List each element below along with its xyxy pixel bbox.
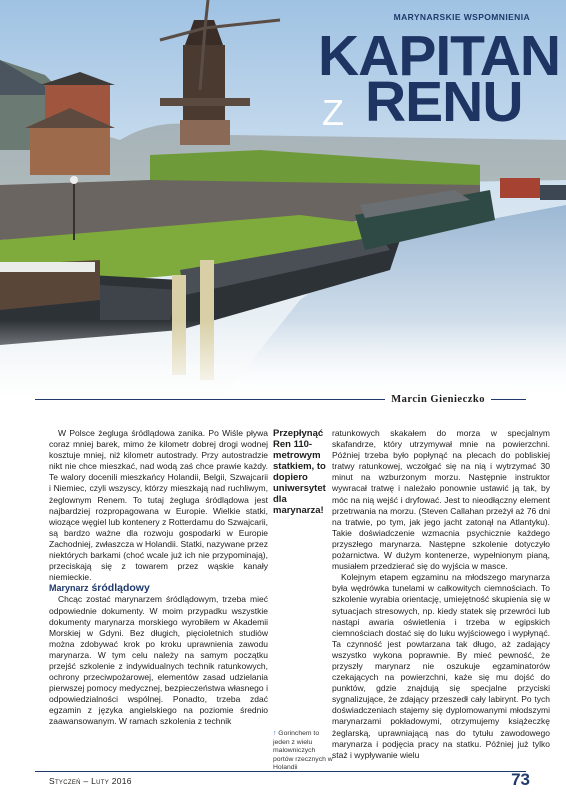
page-number: 73: [511, 770, 530, 789]
issue-date: Styczeń – Luty 2016: [49, 776, 132, 786]
author-name: Marcin Gienieczko: [385, 394, 491, 405]
section-label: MARYNARSKIE WSPOMNIENIA: [393, 12, 530, 22]
subheading: [49, 583, 268, 594]
body-column-left: [49, 428, 268, 728]
paragraph: ratunkowych skakałem do morza w specjalnym skafandrze, który utrzymywał mnie na powierzchni. Później trzeba było popłynąć na plecach do pobliskiej tratwy ratunkowej, wczołgać się na nią i wytrzymać 30 minut na wzburzonym morzu. Następnie instruktor wywracał tratwę i należało ponownie ustawić ją tak, by móc na nią wejść i dryfować. Jest to nieodłączny element przetrwania na morzu. (Steven Callahan przeżył aż 76 dni na tratwie, po tym, jak jego jacht zatonął na Atlantyku). Takie doświadczenie wzmacnia psychicznie każdego przyszłego marynarza. Następne szkolenie dotyczyło pożarnictwa. W dużym kontenerze, wypełnionym pianą, musiałem przedzierać się do wyjścia w masce.: [332, 428, 550, 572]
subheading-part-b: śródlądowy: [91, 582, 150, 595]
paragraph: W Polsce żegluga śródlądowa zanika. Po Wiśle pływa coraz mniej barek, mimo że kilometr dobrej drogi wodnej kosztuje mniej, niż kilometr autostrady. Przy autostradzie nikt nie chce mieszkać, nad wodą zaś chce prawie każdy. Te walory docenili mieszkańcy Holandii, Belgii, Szwajcarii i Niemiec, czyli wszyscy, którzy mieszkają nad ruchliwym, żeglownym Renem. To tutaj żegluga śródlądowa jest najbardziej rozpropagowana w Europie. Wielkie statki, wiozące węgiel lub kontenery z Rotterdamu do Szwajcarii, są bardzo ważne dla rozwoju gospodarki w Europie Zachodniej, zwłaszcza w Holandii. Statki, nazywane przez niektórych barkami (choć wcale już ich nie przypominają), przeciskają się z towarem przez wąskie kanały niemieckie.: [49, 428, 268, 583]
pull-quote: Przepłynąć Ren 110-metrowym statkiem, to dopiero uniwersytet dla marynarza!: [273, 428, 326, 516]
photo-caption: [273, 730, 335, 773]
body-column-right: [332, 428, 550, 761]
subheading-part-a: Marynarz: [49, 583, 89, 594]
paragraph: Kolejnym etapem egzaminu na młodszego marynarza była wędrówka tunelami w całkowitych ciemnościach. To szkolenie wyrabia orientację, umiejętność skupienia się w sytuacjach stresowych, np. kiedy statek się przewróci lub nastąpi awaria oświetlenia i trzeba w egipskich ciemnościach dostać się do luku wyjściowego i wypłynąć. Ta czynność jest powtarzana tak długo, aż zadający wszystko wykona poprawnie. By mieć pewność, że przyszły marynarz nie oszukuje egzaminatorów czekających na powierzchni, każe się mu dojść do punktów, gdzie znajdują się specjalne przyciski sygnalizujące, że zdający przeszedł cały labirynt. Po tych doświadczeniach stajemy się dyplomowanymi młodszymi marynarzami pokładowymi, otrzymujemy książeczkę żeglarską, uprawniającą nas do tytułu zawodowego marynarza i podjęcia pracy na statku. Później już tylko staż i wypływanie wielu: [332, 572, 550, 760]
article-title-line2: RENU: [365, 70, 523, 134]
paragraph: Chcąc zostać marynarzem śródlądowym, trzeba mieć odpowiednie dokumenty. W moim przypadku wszystkie dokumenty marynarza morskiego wyrobiłem w Akademii Morskiej w Gdyni. Bez długich, pięcioletnich studiów można zdobywać krok po kroku uprawnienia zawodu marynarza. W tym celu należy na samym początku przejść szkolenie z indywidualnych technik ratunkowych, ochrony przeciwpożarowej, elementów zasad udzielania pierwszej pomocy medycznej, bezpieczeństwa własnego i odpowiedzialności wspólnej. Ponadto, trzeba zdać egzamin z języka angielskiego na poziomie średnio zaawansowanym. W ramach szkolenia z technik: [49, 594, 268, 727]
article-title-z: Z: [322, 92, 344, 133]
arrow-up-icon: ↑: [273, 730, 277, 737]
footer-divider: [35, 771, 526, 772]
caption-text: Gorinchem to jeden z wielu malowniczych portów rzecznych w Holandii: [273, 730, 333, 771]
article-title-line1: KAPITAN: [318, 24, 561, 88]
